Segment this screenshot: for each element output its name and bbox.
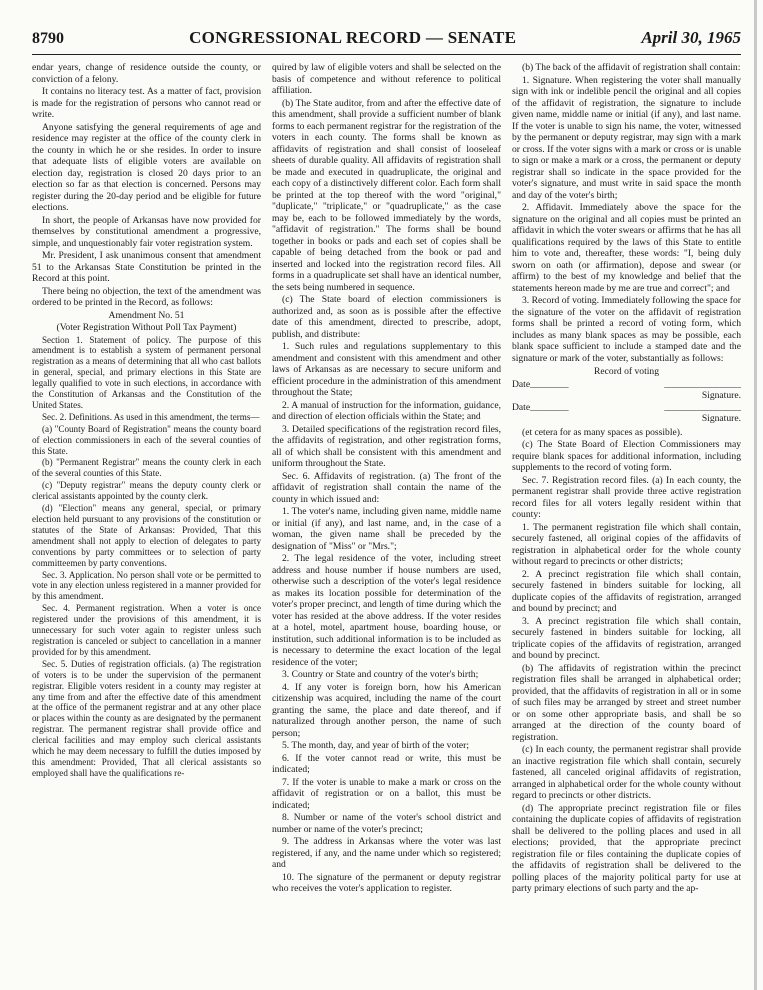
list-item: 1. The permanent registration file which shall contain, securely fastened, all original copies of the affidavits of registration in alphabetical order for the whole county without regard to precincts or other districts; xyxy=(512,521,741,567)
list-item: 8. Number or name of the voter's school district and number or name of the voter's precinct; xyxy=(272,812,501,835)
paragraph: 2. A manual of instruction for the information, guidance, and direction of election officials within the State; and xyxy=(272,399,501,422)
column-1 xyxy=(32,62,261,980)
paragraph: (b) The affidavits of registration within the precinct registration files shall be arranged in alphabetical order; provided, that the affidavits of registration in all or in some of such files may be arranged by street and street number or on some other appropriate basis, and shall be so arranged at the direction of the county board of registration. xyxy=(512,662,741,743)
paragraph: 3. Record of voting. Immediately following the space for the signature of the voter on the affidavit of registration forms shall be printed a record of voting form, which includes as many blank spaces as may be possible, each blank space sufficient to include a stamped date and the signature or mark of the voter, substantially as follows: xyxy=(512,295,741,364)
record-of-voting-title: Record of voting xyxy=(593,366,659,377)
section-2: Sec. 2. Definitions. As used in this amendment, the terms— xyxy=(42,411,260,422)
record-of-voting-form xyxy=(512,366,741,425)
paragraph: (b) The back of the affidavit of registration shall contain: xyxy=(522,62,741,73)
section-2a: (a) "County Board of Registration" means the county board of election commissioners in each of the several counties of this State. xyxy=(32,423,261,456)
list-item: 5. The month, day, and year of birth of the voter; xyxy=(282,740,470,751)
amendment-subtitle: (Voter Registration Without Poll Tax Payment) xyxy=(56,322,237,333)
paragraph: (c) The State board of election commissioners is authorized and, as soon as is possible after the effective date of this amendment, directed to prescribe, adopt, publish, and distribute: xyxy=(272,294,501,340)
list-item: 6. If the voter cannot read or write, this must be indicated; xyxy=(272,752,501,775)
signature-label: Signature. xyxy=(701,413,741,424)
paragraph: (d) The appropriate precinct registration file or files containing the duplicate copies of affidavits of registration shall be delivered to the polling places and used in all elections; provided, that the appropriate precinct registration file or files containing the duplicate copies of the affidavits of registration shall be delivered to the polling places of the majority political party for use at party primary elections of such party and the ap- xyxy=(512,802,741,894)
paragraph: Anyone satisfying the general requirements of age and residence may register at the office of the county clerk in the county in which he or she resides. In order to insure that adequate lists of eligible voters are available on election day, registration is closed 20 days prior to an election so far as that election is concerned. Persons may register during the 20-day period and be eligible for future elections. xyxy=(32,121,261,213)
list-item: 1. The voter's name, including given name, middle name or initial (if any), and last name, and, in the case of a woman, the given name shall be preceded by the designation of "Miss" or "Mrs."; xyxy=(272,506,501,552)
list-item: 2. The legal residence of the voter, including street address and house number if house numbers are used, otherwise such a description of the voter's legal residence as makes its location possible for determination of the voter's proper precinct, and length of time during which the voter has resided at the above address. If the voter resides at a hotel, motel, apartment house, boarding house, or institution, such additional information is to be included as is necessary to determine the exact location of the legal residence of the voter; xyxy=(272,553,501,668)
list-item: 4. If any voter is foreign born, how his American citizenship was acquired, including the name of the court granting the same, the place and date thereof, and if naturalized through another person, the name of such person; xyxy=(272,681,501,739)
paragraph: Mr. President, I ask unanimous consent that amendment 51 to the Arkansas State Constitution be printed in the Record at this point. xyxy=(32,250,261,284)
section-2c: (c) "Deputy registrar" means the deputy county clerk or clerical assistants appointed by the county clerk. xyxy=(32,480,261,502)
section-2d: (d) "Election" means any general, special, or primary election held pursuant to any provisions of the constitution or statutes of the State of Arkansas: Provided, That this amendment shall not apply to election of delegates to party conventions by party committees or to selection of party committeemen by party conventions. xyxy=(32,503,261,568)
section-5: Sec. 5. Duties of registration officials. (a) The registration of voters is to be under the supervision of the permanent registrar. Eligible voters resident in a county may register at any time from and after the effective date of this amendment at the office of the permanent registrar and at any other place or places within the county as are designated by the permanent registrar. The permanent registrar shall provide office and clerical facilities and may employ such clerical assistants which he may deem necessary to fulfill the duties imposed by this amendment: Provided, That all clerical assistants so employed shall have the qualifications re- xyxy=(32,658,261,778)
signature-blank: ________________ xyxy=(664,378,741,390)
section-3: Sec. 3. Application. No person shall vote or be permitted to vote in any election unless registered in a manner provided for by this amendment. xyxy=(32,569,261,602)
section-1: Section 1. Statement of policy. The purpose of this amendment is to establish a system of permanent personal registration as a means of determining that all who cast ballots in general, special, and primary elections in this State are legally qualified to vote in such elections, in accordance with the Constitution of Arkansas and the Constitution of the United States. xyxy=(32,334,261,410)
paragraph: quired by law of eligible voters and shall be selected on the basis of competence and without reference to political affiliation. xyxy=(272,62,501,96)
paragraph: (et cetera for as many spaces as possible). xyxy=(522,426,683,438)
section-4: Sec. 4. Permanent registration. When a voter is once registered under the provisions of this amendment, it is unnecessary for such voter again to register unless such registration is canceled or subject to cancellation in a manner provided for by this amendment. xyxy=(32,603,261,657)
column-3 xyxy=(512,62,741,980)
signature-blank: ________________ xyxy=(664,401,741,413)
page-header xyxy=(32,28,741,50)
list-item: 3. Country or State and country of the voter's birth; xyxy=(282,669,479,680)
paragraph: It contains no literacy test. As a matter of fact, provision is made for the registration of persons who cannot read or write. xyxy=(32,86,261,120)
issue-date: April 30, 1965 xyxy=(641,28,741,47)
list-item: 9. The address in Arkansas where the voter was last registered, if any, and the name under which so registered; and xyxy=(272,836,501,870)
list-item: 7. If the voter is unable to make a mark or cross on the affidavit of registration or on a ballot, this must be indicated; xyxy=(272,776,501,811)
journal-title: CONGRESSIONAL RECORD — SENATE xyxy=(189,28,517,47)
page-number: 8790 xyxy=(32,30,64,47)
column-2 xyxy=(272,62,501,980)
list-item: 3. A precinct registration file which shall contain, securely fastened in binders suitable for locking, all triplicate copies of the affidavits of registration, arranged and bound by precinct. xyxy=(512,615,741,661)
date-blank: Date________ xyxy=(512,401,569,413)
header-rule xyxy=(32,54,741,55)
paragraph: endar years, change of residence outside the county, or conviction of a felony. xyxy=(32,62,261,85)
section-2b: (b) "Permanent Registrar" means the county clerk in each of the several counties of this State. xyxy=(32,457,261,479)
signature-label: Signature. xyxy=(701,390,741,401)
list-item: 2. A precinct registration file which shall contain, securely fastened in binders suitable for locking, all duplicate copies of the affidavits of registration, arranged and bound by precinct; and xyxy=(512,568,741,614)
paragraph: 1. Signature. When registering the voter shall manually sign with ink or indelible pencil the original and all copies of the affidavit of registration, the signature to include given name, middle name or initial (if any), and last name. If the voter is unable to sign his name, the voter, witnessed by the permanent or deputy registrar, may sign with a mark or cross. If the voter signs with a mark or cross or is unable to sign or make a mark or a cross, the permanent or deputy registrar shall so indicate in the space provided for the voter's signature, and must write in said space the month and day of the voter's birth; xyxy=(512,74,741,201)
record-row xyxy=(512,379,741,391)
paragraph: 1. Such rules and regulations supplementary to this amendment and consistent with this amendment and other laws of Arkansas as are necessary to secure uniform and efficient procedure in the administration of this amendment throughout the State; xyxy=(272,341,501,398)
amendment-text xyxy=(32,335,261,779)
paragraph: 3. Detailed specifications of the registration record files, the affidavits of registration, and other registration forms, all of which shall be consistent with this amendment and uniform throughout the State. xyxy=(272,423,501,469)
paragraph: In short, the people of Arkansas have now provided for themselves by constitutional amendment a progressive, simple, and unquestionably fair voter registration system. xyxy=(32,214,261,249)
amendment-title: Amendment No. 51 xyxy=(108,309,185,321)
text-columns xyxy=(32,62,741,980)
section-7: Sec. 7. Registration record files. (a) In each county, the permanent registrar shall provide three active registration record files for all voters legally resident within that county: xyxy=(512,474,741,520)
scan-edge xyxy=(754,0,757,990)
date-blank: Date________ xyxy=(512,378,569,390)
section-6: Sec. 6. Affidavits of registration. (a) The front of the affidavit of registration shall contain the name of the county in which issued and: xyxy=(272,470,501,505)
record-row xyxy=(512,402,741,414)
paragraph: There being no objection, the text of the amendment was ordered to be printed in the Record, as follows: xyxy=(32,285,261,308)
paragraph: 2. Affidavit. Immediately above the space for the signature on the original and all copies must be printed an affidavit in which the voter swears or affirms that he has all qualifications required by the laws of this State to entitle him to vote and, thereafter, these words: "I, being duly sworn on oath (or affirmation), depose and swear (or affirm) to the best of my knowledge and belief that the statements hereon made by me are true and correct"; and xyxy=(512,202,741,294)
paragraph: (c) In each county, the permanent registrar shall provide an inactive registration file which shall contain, securely fastened, all canceled original affidavits of registration, arranged in alphabetical order for the whole county without regard to precincts or other districts. xyxy=(512,744,741,801)
paragraph: (b) The State auditor, from and after the effective date of this amendment, shall provide a sufficient number of blank forms to each permanent registrar for the registration of the voters in each county. The forms shall be known as affidavits of registration and shall consist of looseleaf sheets of durable quality. All affidavits of registration shall be made and executed in quadruplicate, the original and each copy of a distinctively different color. Each form shall be printed at the top thereof with the word "original," "duplicate," "triplicate," or "quadruplicate," as the case may be, each to be followed immediately by the words, "affidavit of registration." The forms shall be bound together in books or pads and each set of copies shall be capable of being detached from the book or pad and inserted and locked into the registration record files. All forms in a quadruplicate set shall have an identical number, the sets being numbered in sequence. xyxy=(272,97,501,293)
list-item: 10. The signature of the permanent or deputy registrar who receives the voter's application to register. xyxy=(272,871,501,894)
paragraph: (c) The State Board of Election Commissioners may require blank spaces for additional information, including supplements to the record of voting form. xyxy=(512,439,741,473)
